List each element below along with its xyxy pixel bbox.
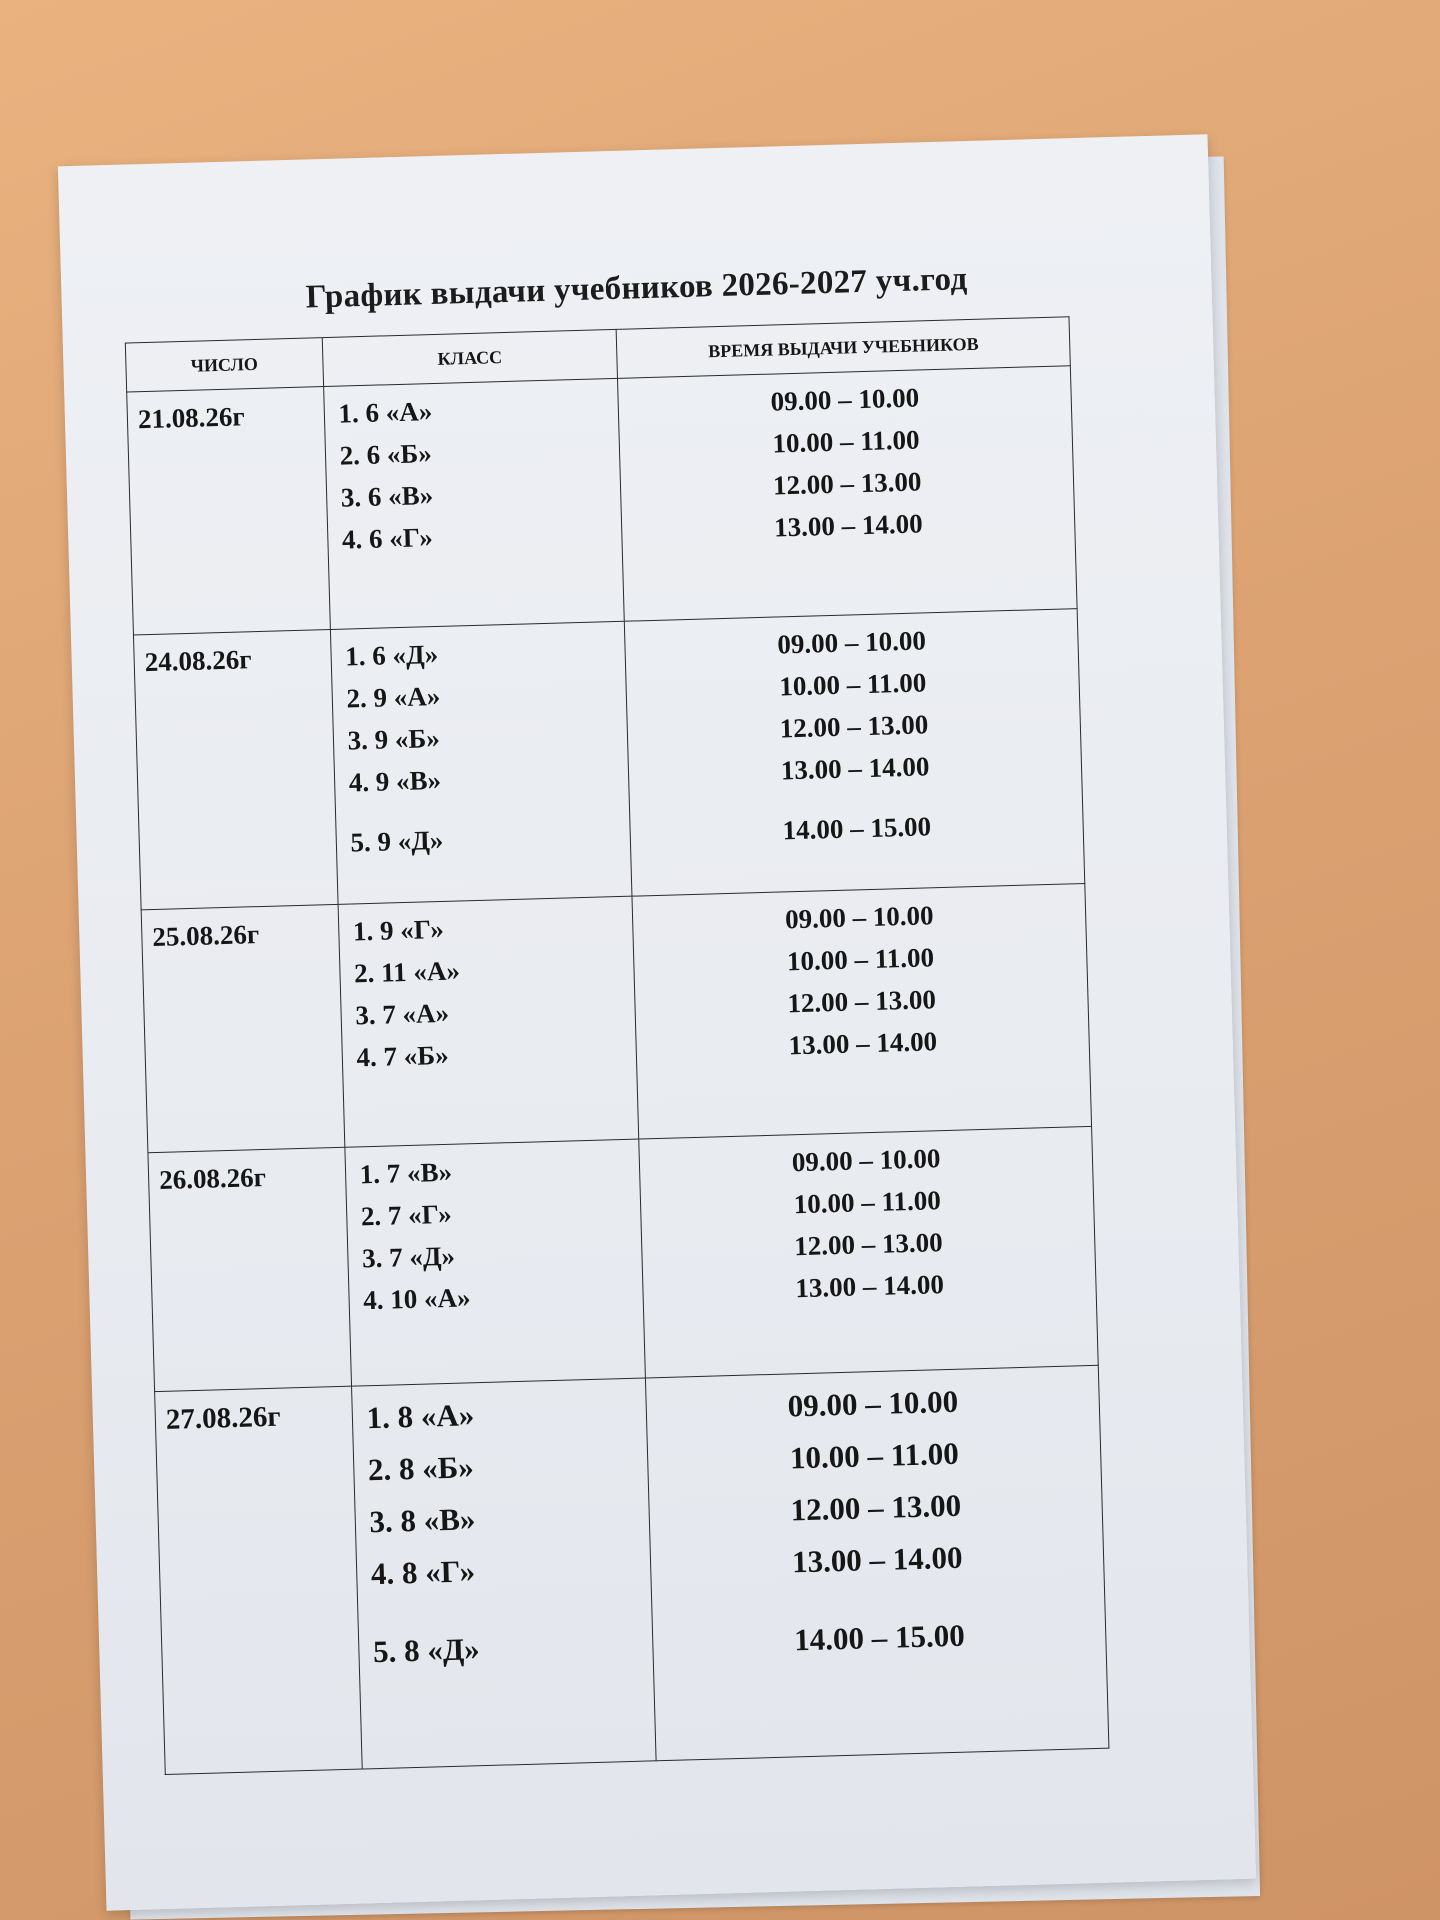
- class-list-cell: [345, 1139, 646, 1386]
- table-row: [141, 884, 1091, 1153]
- date-cell: 21.08.26г: [127, 387, 330, 635]
- class-entry: 1. 9 «Г»: [352, 913, 445, 947]
- time-list-cell: [625, 609, 1085, 897]
- class-entry: 3. 8 «В»: [368, 1501, 476, 1540]
- date-cell: 24.08.26г: [133, 629, 337, 909]
- time-entry: 10.00 – 11.00: [789, 1435, 960, 1476]
- class-entry: 5. 9 «Д»: [350, 824, 444, 858]
- class-list-cell: [330, 621, 632, 904]
- time-entry: 12.00 – 13.00: [793, 1227, 944, 1262]
- time-entry: 10.00 – 11.00: [778, 667, 927, 702]
- class-entry: 1. 6 «Д»: [344, 638, 439, 672]
- time-entry: 10.00 – 11.00: [786, 942, 935, 977]
- time-entry: 13.00 – 14.00: [794, 1269, 945, 1304]
- class-entry: 4. 8 «Г»: [370, 1553, 476, 1592]
- time-list-cell: [639, 1126, 1098, 1378]
- document-title: График выдачи учебников 2026-2027 уч.год: [305, 261, 968, 316]
- time-entry: 13.00 – 14.00: [791, 1539, 963, 1580]
- class-list-cell: [323, 378, 624, 629]
- time-entry: 12.00 – 13.00: [790, 1487, 962, 1528]
- class-entry: 5. 8 «Д»: [372, 1631, 481, 1670]
- time-entry: 13.00 – 14.00: [780, 751, 930, 786]
- time-entry: 09.00 – 10.00: [770, 382, 920, 417]
- class-entry: 1. 8 «А»: [366, 1397, 475, 1436]
- date-cell: 27.08.26г: [155, 1386, 362, 1774]
- class-entry: 4. 9 «В»: [348, 764, 442, 798]
- class-entry: 3. 9 «Б»: [347, 722, 441, 756]
- time-entry: 09.00 – 10.00: [791, 1143, 941, 1178]
- time-entry: 09.00 – 10.00: [787, 1383, 959, 1424]
- class-entry: 4. 10 «А»: [362, 1282, 471, 1316]
- header-date: ЧИСЛО: [125, 338, 323, 392]
- date-cell: 26.08.26г: [148, 1147, 351, 1391]
- time-entry: 13.00 – 14.00: [773, 508, 924, 543]
- time-entry: 14.00 – 15.00: [793, 1617, 966, 1658]
- class-entry: 4. 6 «Г»: [341, 522, 434, 555]
- time-entry: 12.00 – 13.00: [772, 466, 922, 501]
- time-entry: 14.00 – 15.00: [782, 811, 932, 846]
- class-entry: 3. 7 «А»: [354, 997, 450, 1031]
- paper-sheet: [58, 134, 1256, 1910]
- header-time: ВРЕМЯ ВЫДАЧИ УЧЕБНИКОВ: [616, 317, 1070, 379]
- table-row: [148, 1126, 1098, 1391]
- table-row: [127, 366, 1077, 635]
- class-entry: 1. 6 «А»: [338, 396, 433, 429]
- class-list-cell: [351, 1378, 656, 1769]
- class-entry: 2. 6 «Б»: [339, 438, 433, 471]
- time-entry: 12.00 – 13.00: [787, 984, 937, 1019]
- class-entry: 1. 7 «В»: [359, 1156, 453, 1190]
- class-entry: 4. 7 «Б»: [356, 1039, 449, 1073]
- time-entry: 12.00 – 13.00: [779, 709, 929, 744]
- class-entry: 2. 9 «А»: [346, 680, 441, 714]
- table-row: [133, 609, 1084, 910]
- class-list-cell: [338, 896, 639, 1147]
- header-class: КЛАСС: [322, 329, 618, 386]
- schedule-table: [125, 316, 1110, 1775]
- class-entry: 2. 8 «Б»: [367, 1449, 475, 1488]
- time-entry: 09.00 – 10.00: [776, 625, 927, 660]
- time-list-cell: [632, 884, 1091, 1140]
- class-entry: 2. 7 «Г»: [360, 1198, 453, 1232]
- time-entry: 13.00 – 14.00: [788, 1026, 938, 1061]
- time-entry: 10.00 – 11.00: [772, 424, 920, 459]
- table-row: [155, 1365, 1109, 1774]
- time-entry: 09.00 – 10.00: [784, 900, 934, 935]
- date-cell: 25.08.26г: [141, 904, 344, 1152]
- class-entry: 3. 7 «Д»: [361, 1240, 456, 1274]
- time-list-cell: [618, 366, 1077, 622]
- class-entry: 3. 6 «В»: [340, 480, 434, 513]
- class-entry: 2. 11 «А»: [353, 955, 461, 989]
- time-entry: 10.00 – 11.00: [793, 1185, 942, 1220]
- time-list-cell: [646, 1365, 1109, 1760]
